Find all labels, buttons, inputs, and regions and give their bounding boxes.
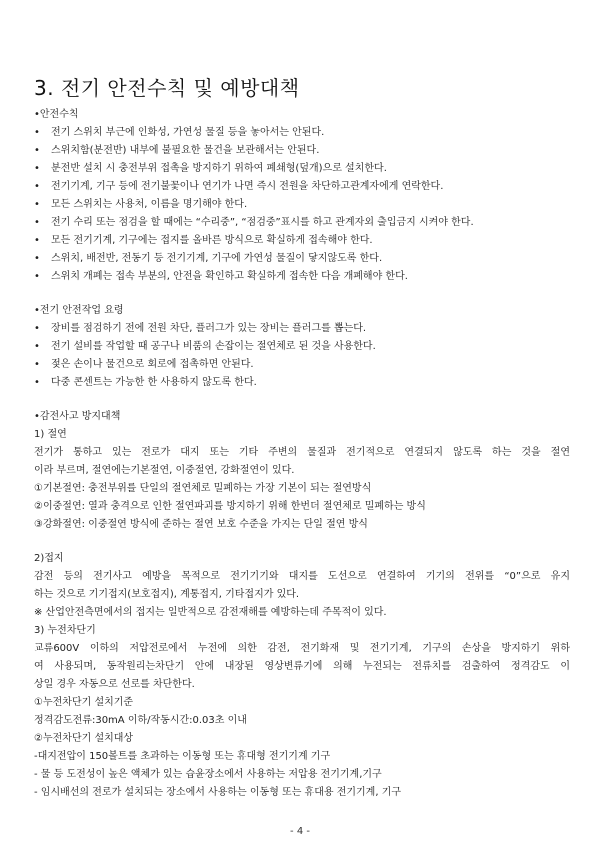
insulation-type: ②이중절연: 열과 충격으로 인한 절연파괴를 방지하기 위해 한번더 절연체로 밀폐하는 방식 bbox=[34, 501, 426, 512]
breaker-target: -대지전압이 150볼트를 초과하는 이동형 또는 휴대형 전기기계 기구 bbox=[34, 751, 331, 762]
insulation-paragraph: 전기가 통하고 있는 전로가 대지 또는 기타 주변의 물질과 전기적으로 연결되지 않도록 하는 것을 절연 bbox=[34, 447, 570, 458]
bullet-icon: • bbox=[34, 235, 40, 246]
bullet-icon: • bbox=[34, 181, 40, 192]
bullet-icon: • bbox=[34, 377, 40, 388]
list-item: 전기 스위치 부근에 인화성, 가연성 물질 등을 놓아서는 안된다. bbox=[51, 127, 325, 138]
bullet-icon: • bbox=[34, 145, 40, 156]
breaker-target: - 물 등 도전성이 높은 액체가 있는 습윤장소에서 사용하는 저압용 전기기계,기구 bbox=[34, 769, 382, 780]
grounding-heading: 2)접지 bbox=[34, 553, 64, 564]
insulation-type: ③강화절연: 이중절연 방식에 준하는 절연 보호 수준을 가지는 단일 절연 방식 bbox=[34, 519, 368, 530]
bullet-icon: • bbox=[34, 359, 40, 370]
bullet-icon: • bbox=[34, 199, 40, 210]
bullet-icon: • bbox=[34, 323, 40, 334]
list-item: 전기기계, 기구 등에 전기불꽃이나 연기가 나면 즉시 전원을 차단하고관계자에게 연락한다. bbox=[51, 181, 444, 192]
breaker-paragraph: 상일 경우 자동으로 선로를 차단한다. bbox=[34, 679, 195, 690]
list-item: 젖은 손이나 물건으로 회로에 접촉하면 안된다. bbox=[51, 359, 254, 370]
list-item: 스위치함(분전반) 내부에 불필요한 물건을 보관해서는 안된다. bbox=[51, 145, 320, 156]
page-number: - 4 - bbox=[290, 826, 310, 837]
bullet-icon: • bbox=[34, 271, 40, 282]
list-item: 전기 설비를 작업할 때 공구나 비품의 손잡이는 절연체로 된 것을 사용한다. bbox=[51, 341, 376, 352]
list-item: 모든 스위치는 사용처, 이름을 명기해야 한다. bbox=[51, 199, 248, 210]
list-item: 분전반 설치 시 충전부위 접촉을 방지하기 위하여 폐쇄형(덮개)으로 설치한다. bbox=[51, 163, 387, 174]
grounding-paragraph: 감전 등의 전기사고 예방을 목적으로 전기기기와 대지를 도선으로 연결하여 기기의 전위를 “0”으로 유지 bbox=[34, 571, 570, 582]
breaker-paragraph: 여 사용되며, 동작원리는차단기 안에 내장된 영상변류기에 의해 누전되는 전류치를 검출하여 정격감도 이 bbox=[34, 661, 570, 672]
list-item: 모든 전기기계, 기구에는 접지를 올바른 방식으로 확실하게 접속해야 한다. bbox=[51, 235, 373, 246]
insulation-paragraph: 이라 부르며, 절연에는기본절연, 이중절연, 강화절연이 있다. bbox=[34, 465, 295, 476]
safety-rules-heading: •안전수칙 bbox=[34, 109, 79, 120]
list-item: 장비를 점검하기 전에 전원 차단, 플러그가 있는 장비는 플러그를 뽑는다. bbox=[51, 323, 367, 334]
bullet-icon: • bbox=[34, 163, 40, 174]
breaker-criteria: 정격감도전류:30mA 이하/작동시간:0.03초 이내 bbox=[34, 715, 247, 726]
breaker-target: - 임시배선의 전로가 설치되는 장소에서 사용하는 이동형 또는 휴대용 전기기계, 기구 bbox=[34, 787, 402, 798]
grounding-note: ※ 산업안전측면에서의 접지는 일반적으로 감전재해를 예방하는데 주목적이 있다. bbox=[34, 607, 387, 618]
list-item: 전기 수리 또는 점검을 할 때에는 “수리중”, “점검중”표시를 하고 관계자외 출입금지 시켜야 한다. bbox=[51, 217, 474, 228]
breaker-paragraph: 교류600V 이하의 저압전로에서 누전에 의한 감전, 전기화재 및 전기기계, 기구의 손상을 방지하기 위하 bbox=[34, 643, 570, 654]
page-title: 3. 전기 안전수칙 및 예방대책 bbox=[34, 76, 300, 100]
insulation-type: ①기본절연: 충전부위를 단일의 절연체로 밀폐하는 가장 기본이 되는 절연방식 bbox=[34, 483, 372, 494]
shock-prevention-heading: •감전사고 방지대책 bbox=[34, 411, 121, 422]
breaker-heading: 3) 누전차단기 bbox=[34, 625, 96, 636]
bullet-icon: • bbox=[34, 217, 40, 228]
list-item: 다중 콘센트는 가능한 한 사용하지 않도록 한다. bbox=[51, 377, 257, 388]
work-guide-heading: •전기 안전작업 요령 bbox=[34, 305, 124, 316]
insulation-heading: 1) 절연 bbox=[34, 429, 67, 440]
breaker-targets-heading: ②누전차단기 설치대상 bbox=[34, 733, 134, 744]
grounding-paragraph: 하는 것으로 기기접지(보호접지), 계통접지, 기타접지가 있다. bbox=[34, 589, 300, 600]
list-item: 스위치, 배전반, 전동기 등 전기기계, 기구에 가연성 물질이 닿지않도록 한다. bbox=[51, 253, 383, 264]
bullet-icon: • bbox=[34, 253, 40, 264]
bullet-icon: • bbox=[34, 341, 40, 352]
breaker-criteria-heading: ①누전차단기 설치기준 bbox=[34, 697, 134, 708]
bullet-icon: • bbox=[34, 127, 40, 138]
list-item: 스위치 개폐는 접속 부분의, 안전을 확인하고 확실하게 접속한 다음 개폐해야 한다. bbox=[51, 271, 408, 282]
